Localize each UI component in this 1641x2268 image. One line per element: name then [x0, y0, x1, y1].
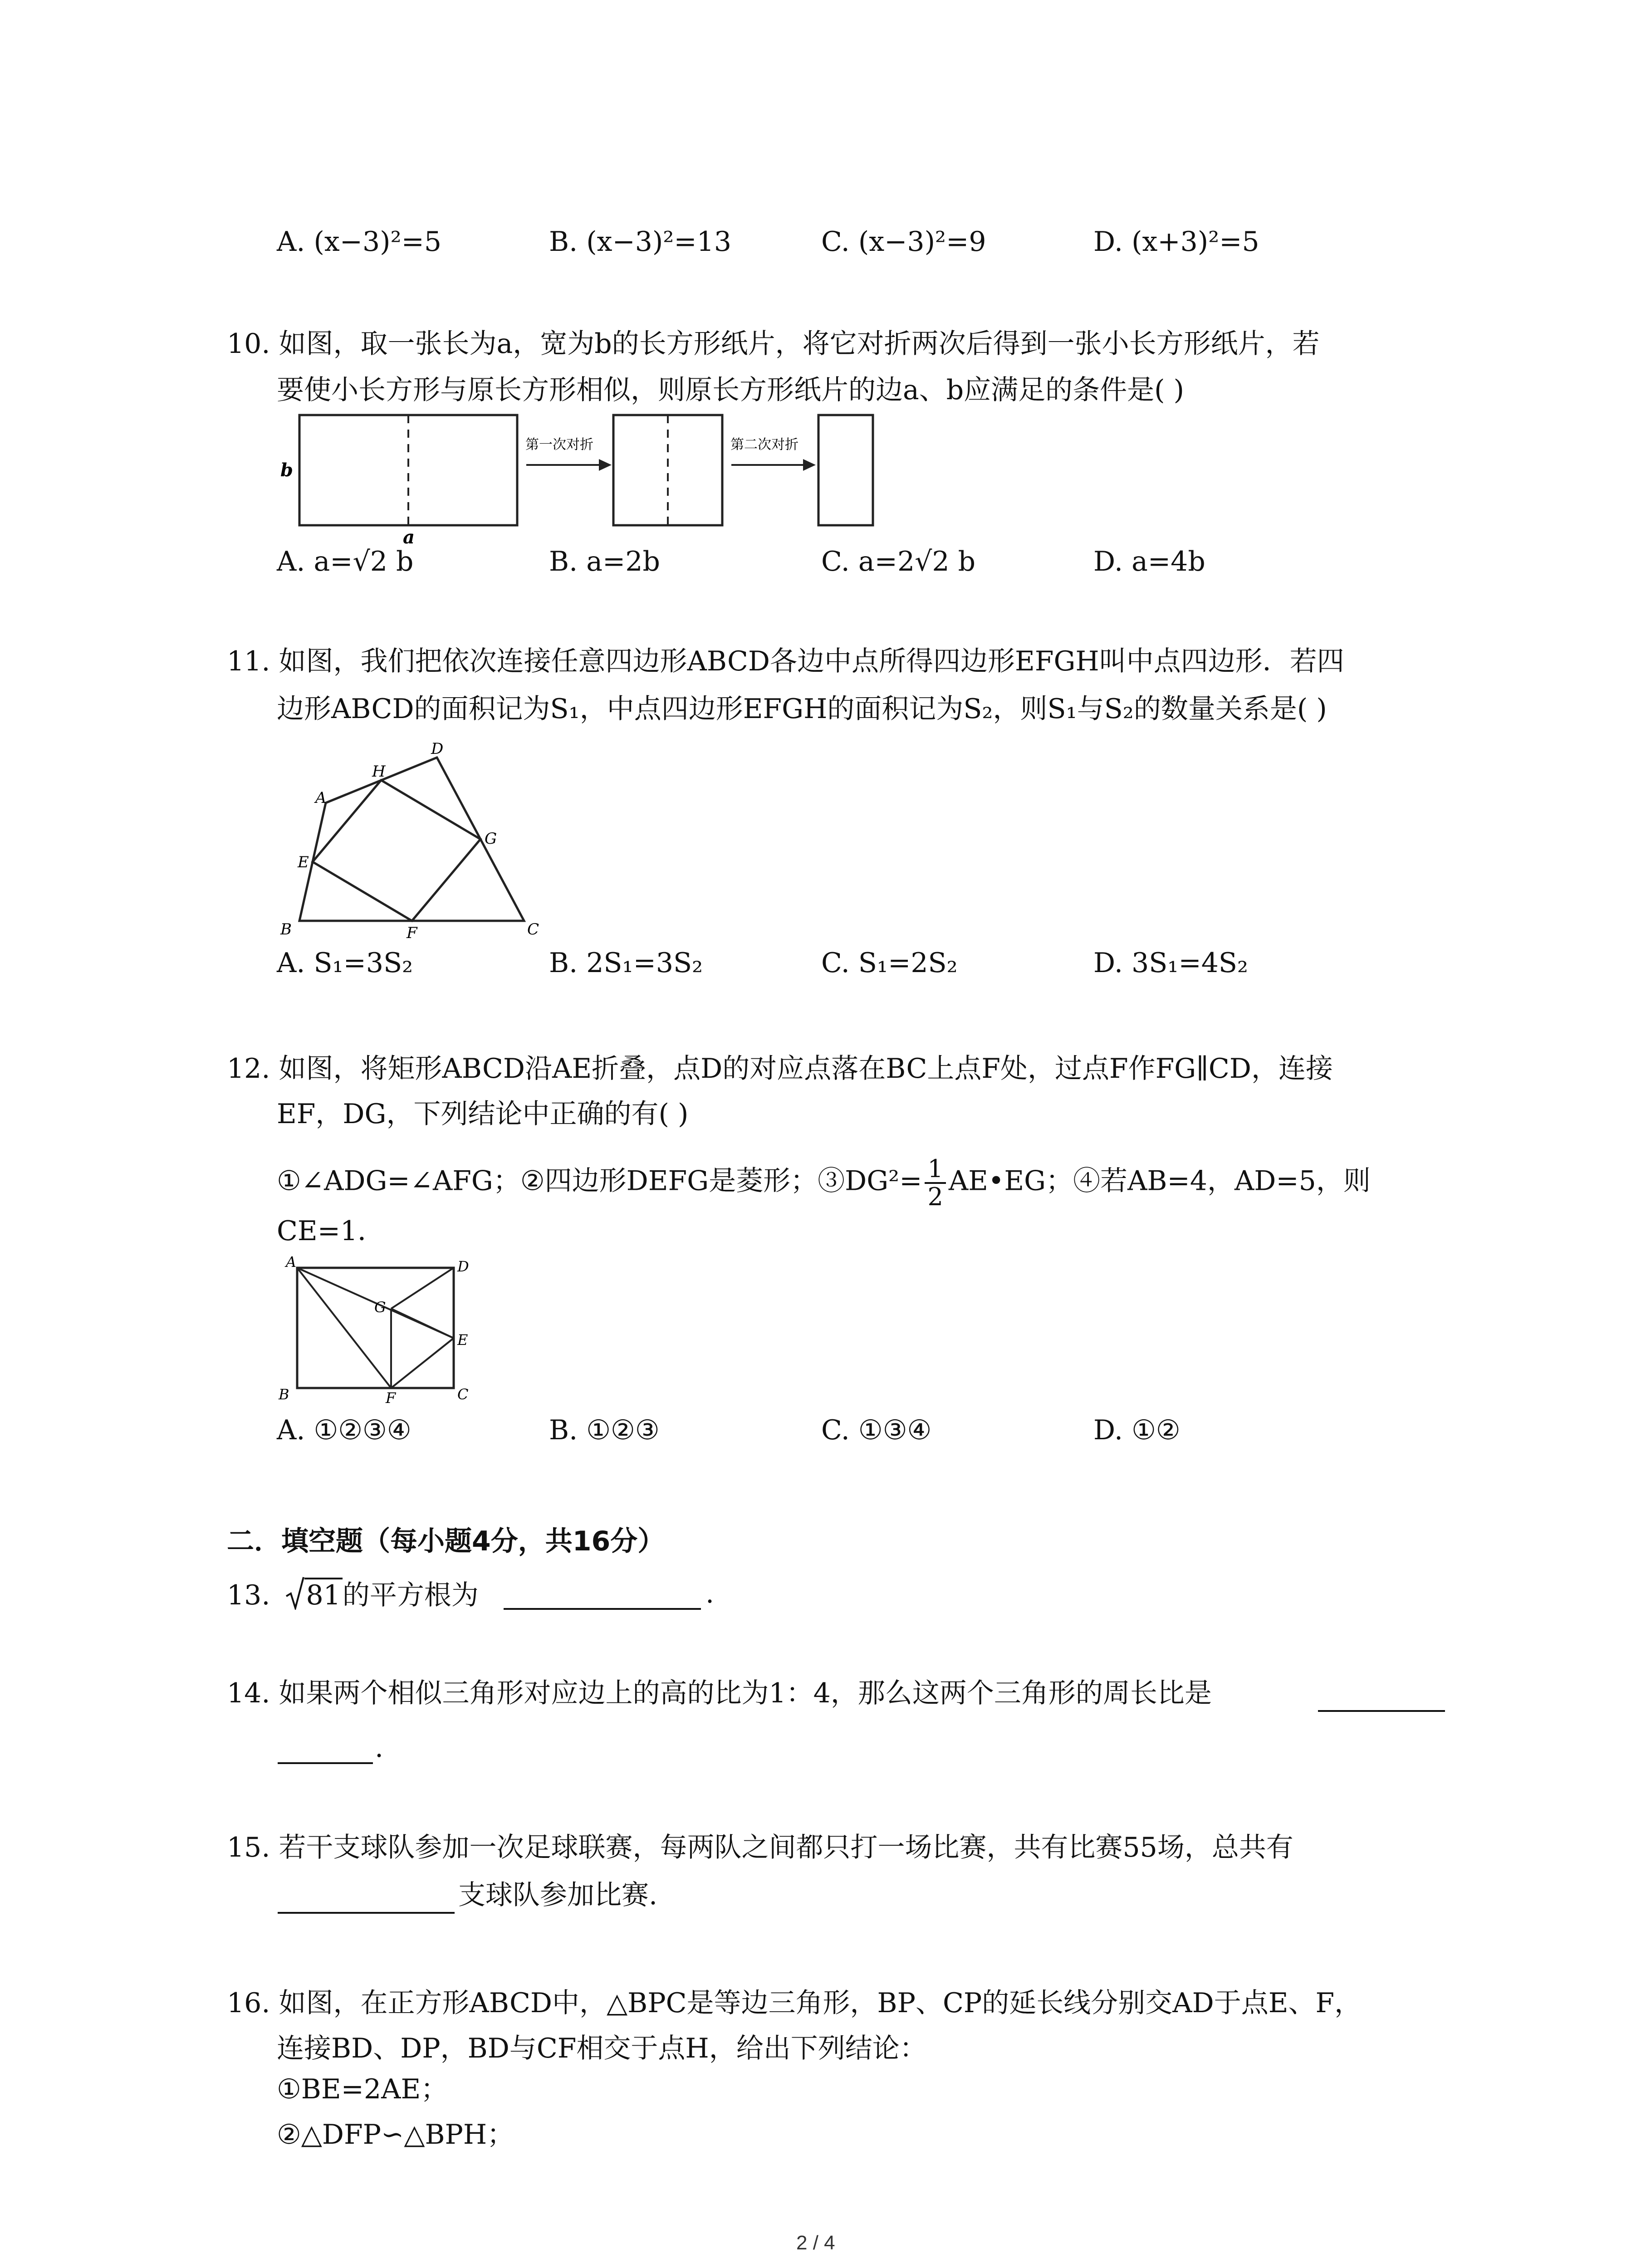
- q11-label-h: H: [372, 763, 386, 781]
- q13-text: 的平方根为: [342, 1579, 479, 1611]
- q11-quadrilateral-diagram: [272, 735, 563, 939]
- q12-label-g: G: [374, 1299, 386, 1316]
- q11-line2: 边形ABCD的面积记为S₁，中点四边形EFGH的面积记为S₂，则S₁与S₂的数量关系是( ): [277, 693, 1327, 725]
- q12-line4: CE=1．: [277, 1215, 385, 1247]
- q10-label-a: a: [403, 527, 415, 548]
- q14-line1: 14. 如果两个相似三角形对应边上的高的比为1：4，那么这两个三角形的周长比是: [227, 1677, 1212, 1709]
- q16-conclusion-1: ①BE=2AE；: [277, 2073, 448, 2105]
- q11-option-c: C. S₁=2S₂: [821, 947, 958, 979]
- q10-line2: 要使小长方形与原长方形相似，则原长方形纸片的边a、b应满足的条件是( ): [277, 374, 1185, 406]
- q11-label-b: B: [280, 920, 292, 938]
- sqrt-symbol: [285, 1576, 304, 1610]
- q12-fraction-den: 2: [927, 1183, 943, 1211]
- q16-line1: 16. 如图，在正方形ABCD中，△BPC是等边三角形，BP、CP的延长线分别交AD于点E、F，: [227, 1987, 1362, 2019]
- q12-label-b: B: [279, 1386, 289, 1403]
- q13-end: .: [705, 1578, 715, 1609]
- q11-label-a: A: [315, 789, 327, 807]
- q15-line2: 支球队参加比赛.: [458, 1879, 658, 1911]
- q13-number: 13.: [227, 1579, 270, 1611]
- q15-answer-blank[interactable]: [278, 1912, 455, 1914]
- q11-line1: 11. 如图，我们把依次连接任意四边形ABCD各边中点所得四边形EFGH叫中点四边形．若四: [227, 645, 1344, 677]
- q10-option-d: D. a=4b: [1093, 546, 1205, 577]
- section-2-heading: 二．填空题（每小题4分，共16分）: [227, 1525, 665, 1557]
- q12-line2: EF，DG，下列结论中正确的有( ): [277, 1098, 689, 1130]
- q12-label-a: A: [286, 1253, 297, 1271]
- q14-end: .: [375, 1732, 384, 1764]
- q12-option-d: D. ①②: [1093, 1414, 1181, 1446]
- q12-fraction: [925, 1156, 945, 1210]
- q13-radicand: 81: [304, 1578, 343, 1611]
- q15-line1: 15. 若干支球队参加一次足球联赛，每两队之间都只打一场比赛，共有比赛55场，总共有: [227, 1832, 1293, 1863]
- q10-fold2-label: 第二次对折: [730, 437, 798, 453]
- q12-label-f: F: [386, 1389, 396, 1404]
- q11-option-b: B. 2S₁=3S₂: [549, 947, 703, 979]
- q10-option-a: A. a=√2 b: [277, 546, 414, 577]
- q9-option-b: B. (x−3)²=13: [549, 226, 732, 258]
- q10-option-b: B. a=2b: [549, 546, 660, 577]
- q13-answer-blank[interactable]: [504, 1608, 701, 1610]
- q11-option-d: D. 3S₁=4S₂: [1093, 947, 1249, 979]
- q9-option-c: C. (x−3)²=9: [821, 226, 986, 258]
- q16-line2: 连接BD、DP，BD与CF相交于点H，给出下列结论：: [277, 2033, 927, 2064]
- q14-answer-blank-2[interactable]: [278, 1762, 373, 1764]
- q9-option-a: A. (x−3)²=5: [277, 226, 442, 258]
- q12-rectangle-fold-diagram: [272, 1250, 499, 1404]
- q10-option-c: C. a=2√2 b: [821, 546, 976, 577]
- q11-label-e: E: [298, 853, 309, 871]
- q12-label-e: E: [457, 1331, 468, 1349]
- q11-label-d: D: [431, 740, 444, 758]
- q11-label-g: G: [485, 830, 497, 848]
- q14-answer-blank-1[interactable]: [1318, 1710, 1445, 1712]
- q12-label-c: C: [457, 1386, 469, 1403]
- q12-line1: 12. 如图，将矩形ABCD沿AE折叠，点D的对应点落在BC上点F处，过点F作FG∥CD，连接: [227, 1053, 1333, 1085]
- q10-line1: 10. 如图，取一张长为a，宽为b的长方形纸片，将它对折两次后得到一张小长方形纸片，若: [227, 328, 1320, 360]
- q11-option-a: A. S₁=3S₂: [277, 947, 413, 979]
- q11-label-c: C: [527, 920, 539, 938]
- q11-label-f: F: [407, 924, 417, 939]
- q12-option-a: A. ①②③④: [277, 1414, 411, 1446]
- q12-fraction-num: 1: [925, 1156, 945, 1184]
- page-number: 2 / 4: [796, 2232, 835, 2254]
- q12-label-d: D: [457, 1258, 469, 1275]
- q10-label-b: b: [280, 459, 293, 481]
- q10-fold1-label: 第一次对折: [525, 437, 593, 453]
- q12-option-b: B. ①②③: [549, 1414, 660, 1446]
- q12-line3: [277, 1156, 1371, 1210]
- q16-conclusion-2: ②△DFP∽△BPH；: [277, 2119, 514, 2151]
- q9-option-d: D. (x+3)²=5: [1093, 226, 1259, 258]
- q12-line3-part2: AE•EG；④若AB=4，AD=5，则: [948, 1165, 1371, 1197]
- q12-line3-part1: ①∠ADG=∠AFG；②四边形DEFG是菱形；③DG²=: [277, 1165, 922, 1197]
- q12-option-c: C. ①③④: [821, 1414, 932, 1446]
- q13-line: [227, 1576, 479, 1613]
